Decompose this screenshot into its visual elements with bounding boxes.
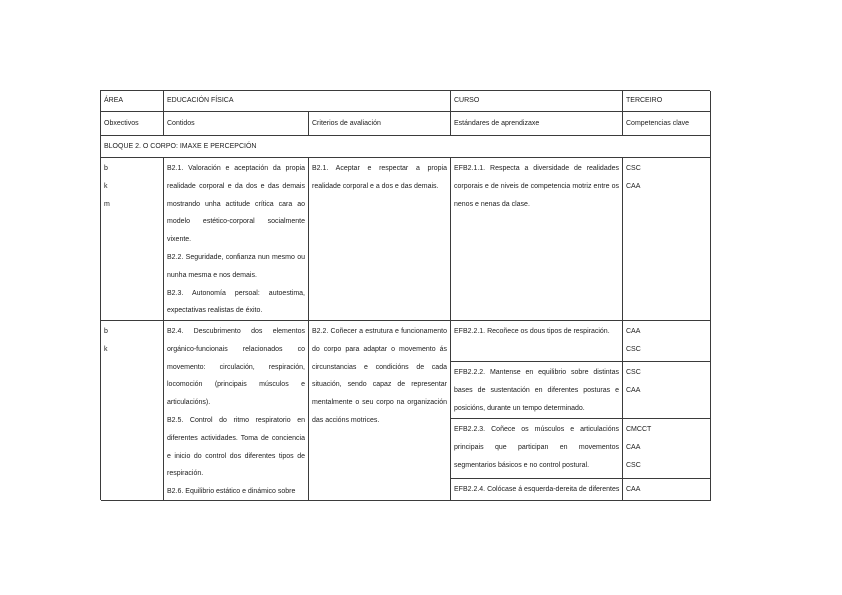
competencia-item: CAA (626, 182, 641, 190)
obxectivo-letter: b (104, 328, 108, 335)
competencia-item: CAA (626, 486, 641, 493)
estandares-cell (451, 321, 623, 362)
estandares-cell (451, 158, 623, 321)
header-area-value: EDUCACIÓN FÍSICA (164, 91, 451, 112)
competencia-item: CAA (626, 386, 641, 394)
criterio-item: B2.2. Coñecer a estrutura e funcionamento do corpo para adaptar o movemento ás circunstancias e condicións de cada situación, sendo capaz de representar mentalmente o seu corpo na organización das accións motrices. (312, 328, 447, 424)
contidos-cell (164, 158, 309, 321)
contido-item: B2.2. Seguridade, confianza nun mesmo ou nunha mesma e nos demais. (167, 253, 305, 279)
obxectivo-letter: k (104, 182, 108, 190)
estandar-text: EFB2.1.1. Respecta a diversidade de realidades corporais e de niveis de competencia motriz entre os nenos e nenas da clase. (454, 165, 619, 208)
block-title: BLOQUE 2. O CORPO: IMAXE E PERCEPCIÓN (101, 136, 711, 158)
criterios-cell (309, 321, 451, 501)
estandar-text: EFB2.2.1. Recoñece os dous tipos de respiración. (454, 328, 610, 335)
estandar-text: EFB2.2.4. Colócase á esquerda-dereita de diferentes (454, 486, 620, 493)
obxectivos-cell (101, 158, 164, 321)
competencia-item: CSC (626, 165, 641, 172)
competencia-item: CAA (626, 328, 641, 335)
competencias-cell (623, 419, 711, 479)
col-header-obxectivos: Obxectivos (101, 112, 164, 136)
estandares-cell (451, 362, 623, 419)
contidos-cell (164, 321, 309, 501)
competencia-item: CSC (626, 345, 641, 353)
estandares-cell (451, 419, 623, 479)
contido-item: B2.6. Equilibrio estático e dinámico sobre (167, 488, 296, 496)
contido-item: B2.4. Descubrimento dos elementos orgánico-funcionais relacionados co movemento: circulación, respiración, locomoción (principais músculos e articulacións). (167, 328, 305, 407)
competencia-item: CSC (626, 461, 641, 469)
col-header-competencias: Competencias clave (623, 112, 711, 136)
competencias-cell (623, 321, 711, 362)
competencia-item: CSC (626, 369, 641, 376)
obxectivos-cell (101, 321, 164, 501)
competencias-cell (623, 158, 711, 321)
header-curso-value: TERCEIRO (623, 91, 711, 112)
criterios-cell (309, 158, 451, 321)
estandar-text: EFB2.2.2. Mantense en equilibrio sobre distintas bases de sustentación en diferentes posturas e posicións, durante un tempo determinado. (454, 369, 619, 412)
contido-item: B2.1. Valoración e aceptación da propia realidade corporal e da dos e das demais mostrando unha actitude crítica cara ao modelo estético-corporal socialmente vixente. (167, 165, 305, 244)
competencias-cell (623, 362, 711, 419)
col-header-criterios: Criterios de avaliación (309, 112, 451, 136)
obxectivo-letter: m (104, 200, 110, 208)
criterio-item: B2.1. Aceptar e respectar a propia realidade corporal e a dos e das demais. (312, 165, 447, 190)
obxectivo-letter: b (104, 165, 108, 172)
competencias-cell (623, 479, 711, 501)
obxectivo-letter: k (104, 345, 108, 353)
competencia-item: CMCCT (626, 426, 652, 433)
curriculum-table (100, 90, 710, 500)
col-header-contidos: Contidos (164, 112, 309, 136)
estandar-text: EFB2.2.3. Coñece os músculos e articulacións principais que participan en movementos segmentarios básicos e no control postural. (454, 426, 619, 469)
header-area-label: ÁREA (101, 91, 164, 112)
estandares-cell (451, 479, 623, 501)
contido-item: B2.3. Autonomía persoal: autoestima, expectativas realistas de éxito. (167, 289, 305, 315)
col-header-estandares: Estándares de aprendizaxe (451, 112, 623, 136)
contido-item: B2.5. Control do ritmo respiratorio en diferentes actividades. Toma de conciencia e inicio do control dos diferentes tipos de respiración. (167, 416, 305, 478)
competencia-item: CAA (626, 443, 641, 451)
header-curso-label: CURSO (451, 91, 623, 112)
